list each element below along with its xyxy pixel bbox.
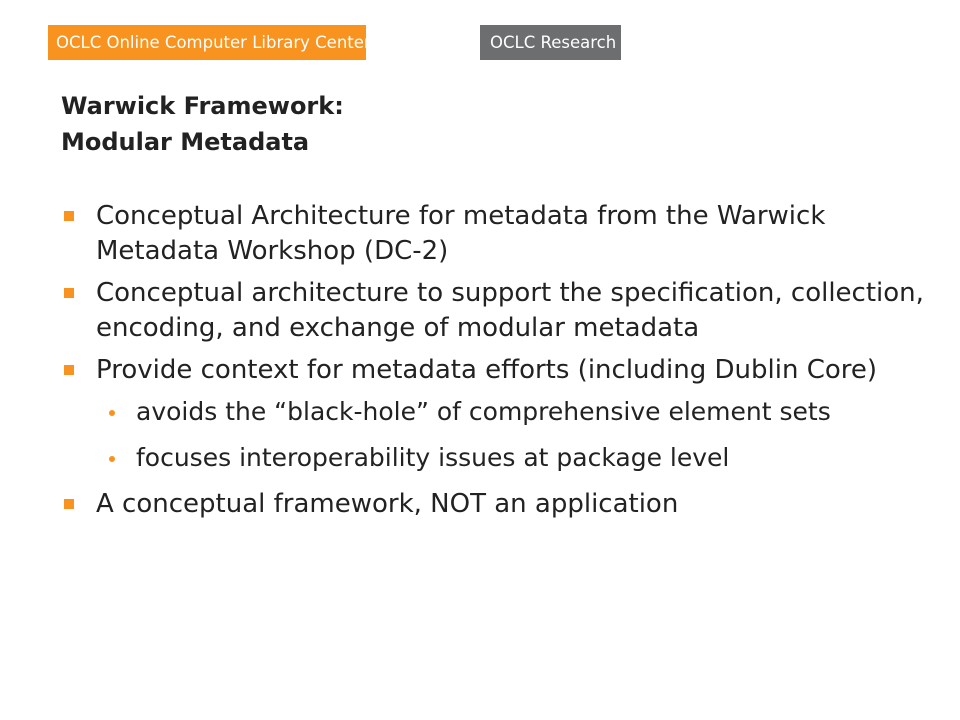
round-bullet-icon (109, 456, 115, 462)
bullet-item (61, 199, 941, 269)
research-banner-label: OCLC Research (490, 33, 617, 52)
square-bullet-icon (64, 365, 74, 375)
sub-bullet-item (96, 395, 941, 428)
oclc-research-banner (480, 25, 621, 60)
square-bullet-icon (64, 211, 74, 221)
bullet-text: Provide context for metadata efforts (including Dublin Core) (96, 355, 878, 385)
oclc-logo-banner (48, 25, 371, 60)
bullet-item (61, 276, 941, 346)
bullet-item (61, 487, 941, 522)
bullet-text: A conceptual framework, NOT an application (96, 489, 679, 519)
bullet-text: Conceptual Architecture for metadata from the Warwick Metadata Workshop (DC-2) (96, 201, 826, 266)
oclc-banner-label: OCLC Online Computer Library Center (56, 33, 371, 52)
bullet-item (61, 353, 941, 474)
sub-bullet-text: focuses interoperability issues at package level (136, 443, 730, 472)
bullet-text: Conceptual architecture to support the specification, collection, encoding, and exchange of modular metadata (96, 278, 924, 343)
square-bullet-icon (64, 499, 74, 509)
slide-title (61, 88, 344, 160)
sub-bullet-text: avoids the “black-hole” of comprehensive element sets (136, 397, 831, 426)
sub-bullet-list (96, 395, 941, 474)
sub-bullet-item (96, 441, 941, 474)
bullet-list (61, 199, 941, 529)
round-bullet-icon (109, 410, 115, 416)
slide-title-line-1: Warwick Framework: (61, 92, 344, 120)
slide-title-line-2: Modular Metadata (61, 128, 310, 156)
square-bullet-icon (64, 288, 74, 298)
